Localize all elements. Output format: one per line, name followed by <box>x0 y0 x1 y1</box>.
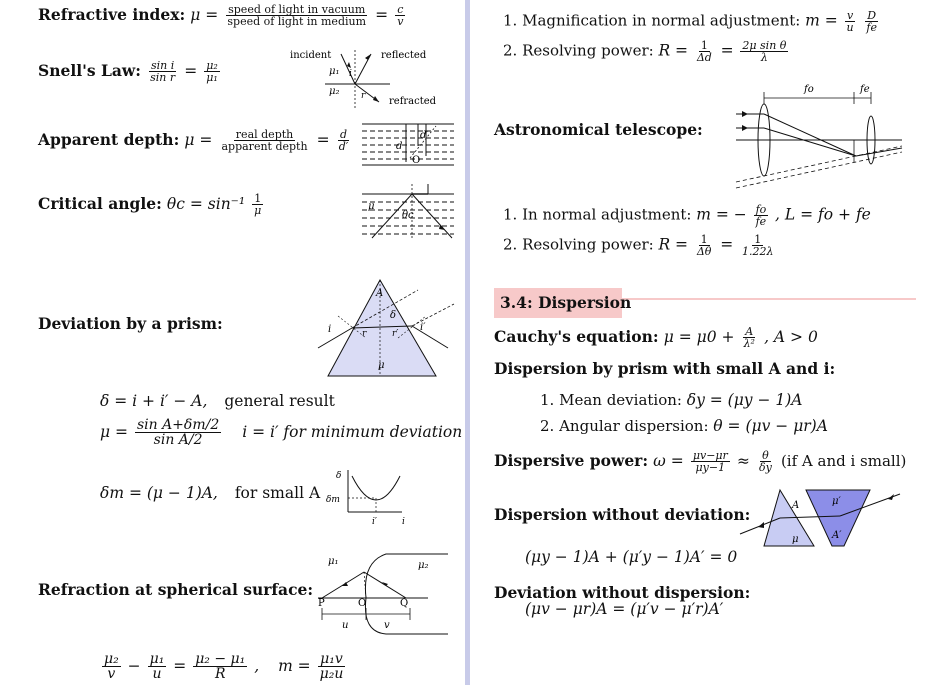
prism-row <box>38 314 223 333</box>
no-deviation-row <box>494 505 750 524</box>
snell-sin-fraction <box>148 60 177 83</box>
prism-figure <box>318 276 458 380</box>
telescope-figure <box>736 78 906 196</box>
spherical-fig-mu2: μ₂ <box>418 560 429 571</box>
dispersion-fig-mup: μ′ <box>832 496 841 507</box>
prism-fig-i: i <box>328 324 332 335</box>
spherical-eq-b <box>148 652 167 682</box>
deviation-graph-ip: i′ <box>372 517 377 527</box>
microscope-item2-text: Resolving power: <box>522 41 654 60</box>
cauchy-cond: , A > 0 <box>764 328 818 347</box>
apparent-depth-row <box>38 129 352 152</box>
spherical-eq-b-num: μ₁ <box>149 651 165 667</box>
no-dispersion-label: Deviation without dispersion: <box>494 583 751 602</box>
telescope-item1-num: 1. <box>503 205 518 224</box>
mean-deviation-eq: δy = (μy − 1)A <box>686 391 803 409</box>
snell-fig-mu2: μ₂ <box>329 86 340 97</box>
snell-label: Snell's Law: <box>38 61 141 81</box>
refractive-index-c: c <box>397 3 404 16</box>
prism-fig-mu: μ <box>378 360 385 371</box>
refractive-index-cv <box>395 4 405 27</box>
telescope-label: Astronomical telescope: <box>494 120 703 139</box>
snell-mu2: μ₂ <box>206 59 218 72</box>
apparent-depth-label: Apparent depth: <box>38 130 180 150</box>
telescope-item1-fe: fe <box>755 215 767 229</box>
dispersive-power-den: μy−1 <box>695 461 726 475</box>
spherical-eq-c-num: μ₂ − μ₁ <box>195 651 246 667</box>
microscope-item-1 <box>503 10 881 33</box>
spherical-m-lhs: m = <box>278 656 311 675</box>
snell-fig-reflected: reflected <box>381 50 427 61</box>
spherical-m-den: μ₂u <box>319 666 344 683</box>
no-deviation-label: Dispersion without deviation: <box>494 505 751 524</box>
apparent-depth-fig-d: d <box>396 141 403 152</box>
dispersive-power-label: Dispersive power: <box>494 451 649 471</box>
refractive-index-fraction <box>225 4 368 27</box>
prism-eq2-den: sin A/2 <box>153 432 203 449</box>
dispersive-power-fraction <box>691 450 730 473</box>
mean-deviation-num: 1. <box>540 391 555 409</box>
dispersive-power-lhs: ω = <box>653 452 684 471</box>
telescope-item1-fraction <box>754 204 769 227</box>
telescope-item2-f2 <box>740 234 775 257</box>
telescope-item1-text: In normal adjustment: <box>522 205 692 224</box>
dispersive-power-theta: θ <box>762 449 769 462</box>
spherical-fig-u: u <box>342 620 349 631</box>
refractive-index-eq: = <box>375 6 389 25</box>
dispersive-power-num: μv−μr <box>692 449 728 462</box>
refractive-index-lhs: μ = <box>190 6 219 25</box>
microscope-item-2: 2. Resolving power: R = $\frac{1}{\Delta d}$ = $\frac{\text{2μ sin θ}}{\lambda}$ <box>503 39 787 65</box>
dispersive-power-theta-fraction <box>757 450 774 473</box>
apparent-depth-fig-dp: d′ <box>420 130 429 141</box>
cauchy-lambda2: λ² <box>743 337 755 351</box>
angular-dispersion-row <box>540 417 828 435</box>
telescope-item2-num: 2. <box>503 235 518 254</box>
dispersive-power-note: (if A and i small) <box>780 452 907 471</box>
telescope-item-2: 2. Resolving power: R = $\frac{1}{\Delta\theta}$ = $\frac{1}{1.22\lambda}$ <box>503 233 774 259</box>
refractive-index-row <box>38 4 407 27</box>
telescope-item2-eq: R = <box>658 235 689 254</box>
cauchy-fraction <box>742 326 757 349</box>
prism-eq2-fraction <box>135 418 221 448</box>
cauchy-eq: μ = μ0 + <box>663 328 735 347</box>
section-header-rule <box>622 298 916 300</box>
spherical-eq-minus: − <box>127 656 141 675</box>
prism-fig-delta: δ <box>390 310 397 321</box>
cauchy-row <box>494 326 818 349</box>
prism-eq3-note: for small A <box>234 484 321 502</box>
deviation-graph <box>322 468 422 526</box>
apparent-depth-fig-o: O <box>412 155 421 166</box>
dispersive-power-row <box>494 450 906 473</box>
dispersion-fig-ap: A′ <box>832 530 842 541</box>
microscope-item2-f1 <box>695 40 714 63</box>
refractive-index-label: Refractive index: <box>38 5 186 25</box>
prism-eq1-note: general result <box>224 392 335 410</box>
snell-fig-incident: incident <box>290 50 332 61</box>
prism-fig-ip: i′ <box>420 322 426 333</box>
dispersion-fig-mu: μ <box>792 534 799 545</box>
microscope-item1-u: u <box>846 21 854 35</box>
prism-fig-a: A <box>376 288 384 299</box>
apparent-depth-fraction <box>219 129 309 152</box>
telescope-row <box>494 120 703 139</box>
spherical-figure <box>316 552 451 638</box>
prism-eq2-row <box>100 418 462 448</box>
critical-angle-one: 1 <box>254 192 262 205</box>
microscope-item1-num: 1. <box>503 11 518 30</box>
prism-label: Deviation by a prism: <box>38 314 223 333</box>
no-deviation-eq: (μy − 1)A + (μ′y − 1)A′ = 0 <box>525 548 738 566</box>
refractive-index-num: speed of light in vacuum <box>228 3 366 16</box>
critical-angle-fig-mu: μ <box>368 201 375 212</box>
microscope-item1-v: v <box>846 9 854 22</box>
snell-sin-r: sin r <box>150 71 176 85</box>
dispersive-power-approx: ≈ <box>736 452 750 471</box>
snell-fig-i: i <box>349 69 352 79</box>
telescope-item-1 <box>503 204 871 227</box>
prism-eq3: δm = (μ − 1)A, <box>100 484 218 502</box>
microscope-item2-dd: Δd <box>696 51 712 65</box>
microscope-item2-lambda: λ <box>760 51 768 65</box>
snell-row <box>38 60 222 83</box>
spherical-m-num: μ₁v <box>320 651 343 667</box>
prism-eq2-lhs: μ = <box>100 422 128 441</box>
telescope-fig-fo: fo <box>804 84 814 95</box>
spherical-eq-a-den: v <box>107 666 116 683</box>
spherical-row <box>38 580 313 599</box>
spherical-fig-q: Q <box>400 598 409 609</box>
prism-eq2-note: i = i′ for minimum deviation <box>242 422 463 441</box>
microscope-item2-one: 1 <box>700 39 708 52</box>
mean-deviation-row <box>540 391 803 409</box>
microscope-item2-eq: R = <box>658 41 689 60</box>
column-divider <box>465 0 470 685</box>
critical-angle-lhs: θc = sin⁻¹ <box>166 195 246 214</box>
snell-fig-r: r <box>361 91 366 101</box>
apparent-depth-dd <box>337 129 351 152</box>
snell-figure <box>285 44 455 110</box>
angular-dispersion-eq: θ = (μv − μr)A <box>713 417 828 435</box>
mean-deviation-text: Mean deviation: <box>559 391 682 409</box>
snell-eq: = <box>184 62 198 81</box>
apparent-depth-d: d <box>340 128 348 141</box>
cauchy-label: Cauchy's equation: <box>494 327 659 347</box>
spherical-fig-v: v <box>384 620 390 631</box>
critical-angle-fraction <box>252 193 263 216</box>
spherical-label: Refraction at spherical surface: <box>38 580 314 599</box>
spherical-eq-c <box>193 652 247 682</box>
snell-sin-i: sin i <box>150 59 175 72</box>
critical-angle-figure <box>362 182 454 240</box>
refractive-index-v: v <box>397 15 404 29</box>
telescope-item2-f1 <box>695 234 714 257</box>
microscope-item2-f2 <box>740 40 788 63</box>
angular-dispersion-text: Angular dispersion: <box>559 417 709 435</box>
microscope-item1-fe: fe <box>866 21 877 35</box>
spherical-m-fraction <box>318 652 346 682</box>
microscope-item2-num2: 2μ sin θ <box>742 39 787 52</box>
telescope-item1-eq: m = − <box>696 205 747 224</box>
telescope-item2-text: Resolving power: <box>522 235 654 254</box>
critical-angle-mu: μ <box>254 204 262 218</box>
cauchy-a: A <box>745 325 754 338</box>
telescope-item2-den2: 1.22λ <box>741 245 774 259</box>
angular-dispersion-num: 2. <box>540 417 555 435</box>
prism-fig-r: r <box>362 329 367 339</box>
snell-fig-refracted: refracted <box>389 96 437 107</box>
critical-angle-fig-theta: θc <box>402 210 414 221</box>
apparent-depth-eq: = <box>316 131 330 150</box>
dispersion-fig-a: A <box>792 500 800 511</box>
prism-eq2-num: sin A+δm/2 <box>136 417 220 433</box>
telescope-item2-dt: Δθ <box>696 245 712 259</box>
snell-mu1: μ₁ <box>206 71 218 85</box>
spherical-fig-o: O <box>358 598 367 609</box>
spherical-eq-row: $\frac{\text{μ₂}}{v}$ − $\frac{\text{μ₁}}{u}$ = $\frac{\text{μ₂ − μ₁}}{R}$ , m = $\frac{\text{μ₁v}}{\text{μ₂u}}$ <box>104 651 344 683</box>
deviation-graph-dm: δm <box>326 495 340 505</box>
microscope-item1-text: Magnification in normal adjustment: <box>522 11 801 30</box>
section-title: 3.4: Dispersion <box>500 293 632 312</box>
telescope-fig-fe: fe <box>860 84 870 95</box>
spherical-eq-a <box>102 652 121 682</box>
microscope-item1-vu <box>845 10 856 33</box>
telescope-item2-one2: 1 <box>754 233 762 246</box>
snell-mu-fraction <box>204 60 220 83</box>
refractive-index-den: speed of light in medium <box>227 15 367 29</box>
apparent-depth-den: apparent depth <box>221 140 308 154</box>
telescope-item1-fo: fo <box>755 203 767 216</box>
spherical-eq-b-den: u <box>152 666 162 683</box>
deviation-graph-delta: δ <box>336 471 342 481</box>
critical-angle-row <box>38 193 265 216</box>
microscope-item1-d: D <box>867 9 877 22</box>
apparent-depth-num: real depth <box>235 128 294 141</box>
spherical-fig-mu1: μ₁ <box>328 556 339 567</box>
apparent-depth-lhs: μ = <box>184 131 213 150</box>
critical-angle-label: Critical angle: <box>38 194 162 214</box>
apparent-depth-dp: d′ <box>338 140 349 154</box>
prism-eq3-row <box>100 484 320 502</box>
microscope-item1-dfe <box>864 10 879 33</box>
prism-eq1: δ = i + i′ − A, <box>100 392 208 410</box>
dispersion-prism-figure <box>740 488 902 550</box>
spherical-eq-c-den: R <box>214 666 226 683</box>
spherical-fig-p: P <box>318 598 325 609</box>
no-dispersion-eq: (μv − μr)A = (μ′v − μ′r)A′ <box>525 600 724 618</box>
small-prism-label: Dispersion by prism with small A and i: <box>494 359 836 378</box>
spherical-eq-a-num: μ₂ <box>104 651 119 667</box>
microscope-item1-eq: m = <box>805 11 838 30</box>
snell-fig-mu1: μ₁ <box>329 66 340 77</box>
prism-eq1-row <box>100 392 335 410</box>
apparent-depth-figure <box>362 122 454 166</box>
deviation-graph-i: i <box>402 517 405 527</box>
small-prism-row <box>494 359 835 378</box>
telescope-item1-rest: , L = fo + fe <box>775 205 871 224</box>
microscope-item2-num: 2. <box>503 41 518 60</box>
prism-fig-rp: r′ <box>392 329 399 339</box>
dispersive-power-dy: δy <box>759 461 772 475</box>
telescope-item2-one: 1 <box>700 233 708 246</box>
